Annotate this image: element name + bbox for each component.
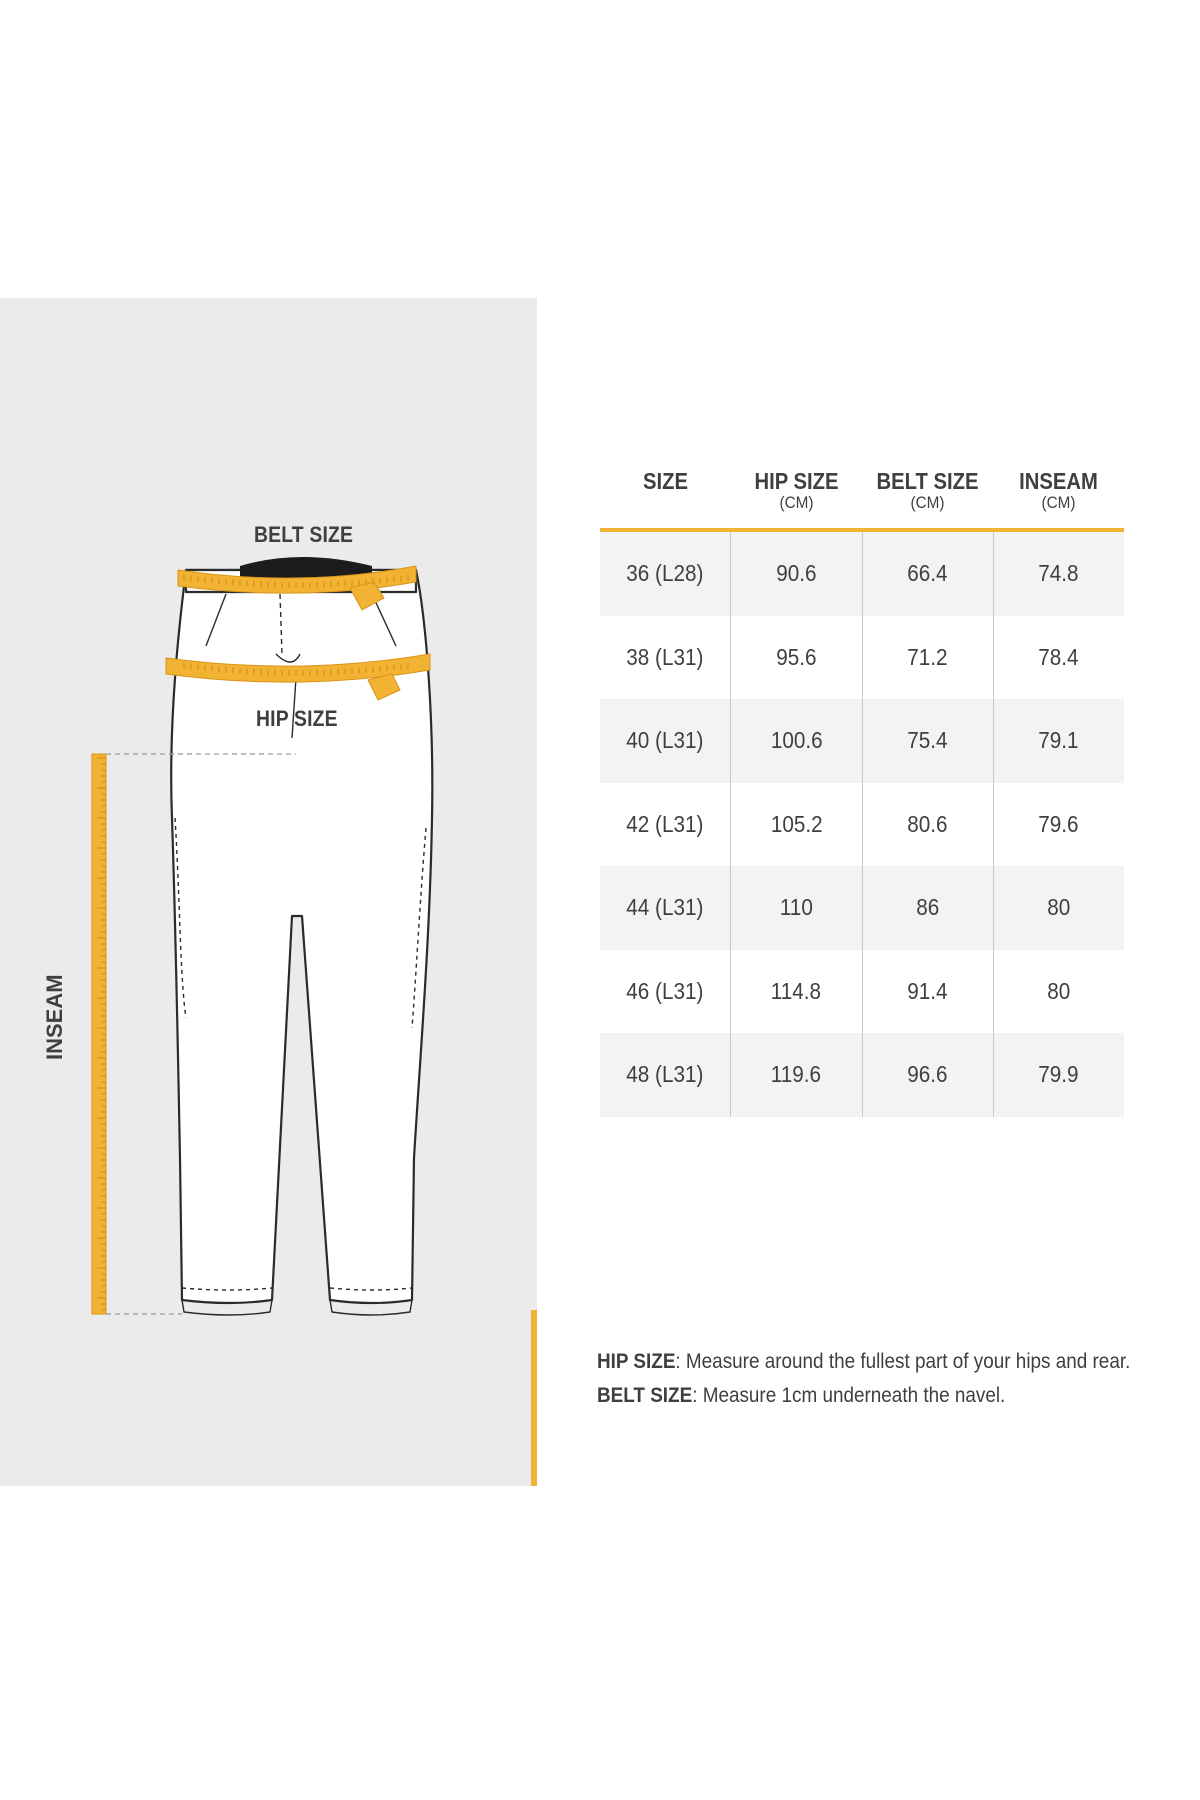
header-size: SIZE <box>643 468 688 494</box>
size-table <box>600 460 1124 1117</box>
cell-inseam: 79.1 <box>993 699 1124 783</box>
cell-hip: 119.6 <box>730 1033 861 1117</box>
cell-size: 46 (L31) <box>626 977 704 1004</box>
hip-note: HIP SIZE: Measure around the fullest part of your hips and rear. <box>597 1350 1131 1373</box>
table-row <box>600 866 1124 950</box>
belt-size-label: BELT SIZE <box>254 522 354 547</box>
table-row <box>600 616 1124 700</box>
cell-belt: 96.6 <box>862 1033 993 1117</box>
table-row <box>600 699 1124 783</box>
cell-belt: 80.6 <box>862 783 993 867</box>
pants-diagram <box>0 298 537 1486</box>
measurement-notes <box>597 1345 1190 1413</box>
cell-inseam: 79.6 <box>993 783 1124 867</box>
table-row <box>600 532 1124 616</box>
cell-hip: 100.6 <box>730 699 861 783</box>
cell-belt: 91.4 <box>862 950 993 1034</box>
cell-hip: 95.6 <box>730 616 861 700</box>
header-inseam: INSEAM (CM) <box>1019 468 1098 512</box>
hip-size-label: HIP SIZE <box>256 706 338 731</box>
cell-belt: 75.4 <box>862 699 993 783</box>
cell-size: 42 (L31) <box>626 810 704 837</box>
cell-size: 38 (L31) <box>626 643 704 670</box>
table-row <box>600 1033 1124 1117</box>
cell-inseam: 78.4 <box>993 616 1124 700</box>
cell-hip: 114.8 <box>730 950 861 1034</box>
table-row <box>600 783 1124 867</box>
cell-inseam: 79.9 <box>993 1033 1124 1117</box>
cell-size: 44 (L31) <box>626 894 704 921</box>
cell-belt: 66.4 <box>862 532 993 616</box>
header-hip-size: HIP SIZE (CM) <box>754 468 839 512</box>
cell-hip: 110 <box>730 866 861 950</box>
cell-size: 48 (L31) <box>626 1061 704 1088</box>
inseam-label: INSEAM <box>42 974 67 1060</box>
table-body <box>600 532 1124 1117</box>
cell-inseam: 80 <box>993 950 1124 1034</box>
cell-hip: 90.6 <box>730 532 861 616</box>
cell-belt: 86 <box>862 866 993 950</box>
cell-hip: 105.2 <box>730 783 861 867</box>
table-row <box>600 950 1124 1034</box>
cell-size: 36 (L28) <box>626 560 704 587</box>
table-header <box>600 460 1124 532</box>
cell-belt: 71.2 <box>862 616 993 700</box>
belt-note: BELT SIZE: Measure 1cm underneath the navel. <box>597 1384 1006 1407</box>
cell-inseam: 80 <box>993 866 1124 950</box>
cell-inseam: 74.8 <box>993 532 1124 616</box>
header-belt-size: BELT SIZE (CM) <box>876 468 979 512</box>
cell-size: 40 (L31) <box>626 727 704 754</box>
